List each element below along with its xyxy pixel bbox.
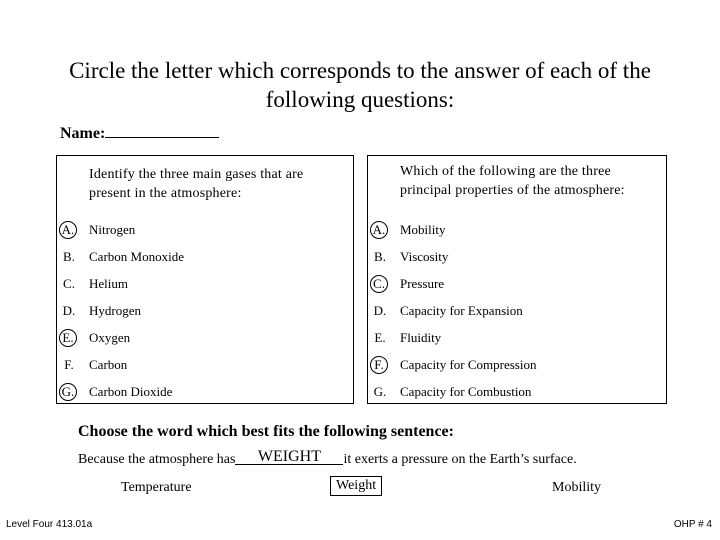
page-title: Circle the letter which corresponds to the answer of each of the following questions:: [69, 58, 651, 112]
option-text: Carbon Monoxide: [89, 249, 184, 264]
option-letter-circled[interactable]: C.: [370, 275, 388, 293]
option-letter-circled[interactable]: F.: [370, 356, 388, 374]
option-letter-circled[interactable]: G.: [59, 383, 77, 401]
option-text: Carbon Dioxide: [89, 384, 173, 399]
name-field: [60, 123, 219, 143]
option-text: Nitrogen: [89, 222, 136, 237]
option-text: Capacity for Compression: [400, 357, 537, 372]
option-text: Hydrogen: [89, 303, 141, 318]
option-letter[interactable]: B.: [63, 249, 75, 264]
option-letter-circled[interactable]: A.: [59, 221, 77, 239]
option-letter[interactable]: F.: [64, 357, 74, 372]
name-label: Name:: [60, 125, 106, 142]
word-choice-temperature[interactable]: Temperature: [121, 480, 192, 495]
sentence-after: it exerts a pressure on the Earth’s surface.: [343, 452, 577, 467]
option-text: Capacity for Expansion: [400, 303, 523, 318]
fill-in-sentence: [78, 450, 577, 468]
option-text: Carbon: [89, 357, 128, 372]
question-prompt-gases: Identify the three main gases that are present in the atmosphere:: [89, 167, 304, 201]
option-letter-circled[interactable]: A.: [370, 221, 388, 239]
sentence-heading: Choose the word which best fits the following sentence:: [78, 423, 454, 440]
footer-page-number: OHP # 4: [673, 519, 712, 530]
option-text: Capacity for Combustion: [400, 384, 532, 399]
word-choice-mobility[interactable]: Mobility: [552, 480, 602, 495]
option-text: Helium: [89, 276, 128, 291]
question-box-gases: [56, 155, 354, 404]
answer-blank[interactable]: WEIGHT: [235, 450, 343, 465]
option-letter[interactable]: B.: [374, 249, 386, 264]
option-letter[interactable]: G.: [373, 384, 387, 399]
option-text: Pressure: [400, 276, 445, 291]
option-letter-circled[interactable]: E.: [59, 329, 77, 347]
option-text: Oxygen: [89, 330, 131, 345]
option-letter[interactable]: D.: [373, 303, 387, 318]
option-letter[interactable]: C.: [63, 276, 75, 291]
footer-course-code: Level Four 413.01a: [6, 519, 93, 530]
word-choice-weight[interactable]: Weight: [330, 476, 382, 496]
sentence-before: Because the atmosphere has: [78, 452, 236, 467]
question-prompt-properties: Which of the following are the three principal properties of the atmosphere:: [400, 164, 625, 198]
option-text: Mobility: [400, 222, 446, 237]
question-box-properties: [367, 155, 667, 404]
option-text: Fluidity: [400, 330, 442, 345]
name-blank-line[interactable]: [105, 123, 219, 138]
option-text: Viscosity: [400, 249, 449, 264]
option-letter[interactable]: D.: [62, 303, 76, 318]
option-letter[interactable]: E.: [374, 330, 386, 345]
